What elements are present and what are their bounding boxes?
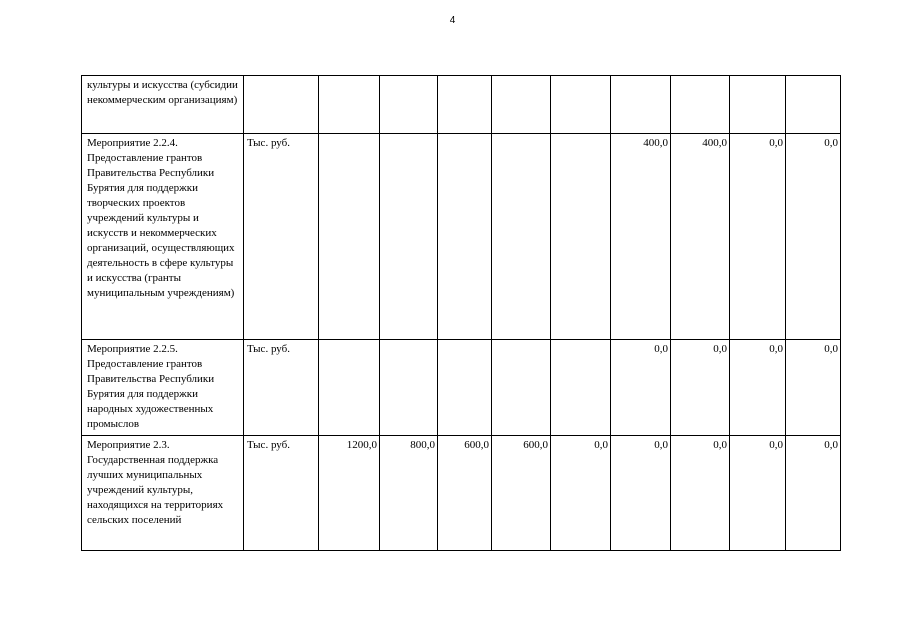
activity-name-cell: Мероприятие 2.2.4. Предоставление грантов Правительства Республики Бурятия для поддержки творческих проектов учреждений культуры и искусств и некоммерческих организаций, осуществляющих деятельность в сфере культуры и искусства (гранты муниципальным учреждениям) [82, 134, 244, 340]
value-cell: 0,0 [551, 436, 611, 551]
activity-name-cell: Мероприятие 2.3. Государственная поддержка лучших муниципальных учреждений культуры, находящихся на территориях сельских поселений [82, 436, 244, 551]
value-cell [380, 134, 438, 340]
value-cell: 600,0 [492, 436, 551, 551]
unit-cell: Тыс. руб. [244, 134, 319, 340]
unit-cell: Тыс. руб. [244, 340, 319, 436]
value-cell [551, 134, 611, 340]
value-cell [492, 134, 551, 340]
table-row [82, 76, 841, 134]
page-number: 4 [449, 15, 456, 26]
value-cell [551, 76, 611, 134]
value-cell [380, 76, 438, 134]
value-cell [438, 340, 492, 436]
value-cell [319, 340, 380, 436]
value-cell [671, 76, 730, 134]
value-cell: 400,0 [671, 134, 730, 340]
value-cell [319, 76, 380, 134]
value-cell: 0,0 [611, 340, 671, 436]
value-cell: 0,0 [671, 436, 730, 551]
table-row [82, 134, 841, 340]
value-cell: 0,0 [730, 436, 786, 551]
unit-cell [244, 76, 319, 134]
value-cell: 0,0 [671, 340, 730, 436]
value-cell [551, 340, 611, 436]
value-cell [438, 134, 492, 340]
value-cell [730, 76, 786, 134]
value-cell: 0,0 [786, 436, 841, 551]
value-cell: 0,0 [611, 436, 671, 551]
table-row [82, 340, 841, 436]
value-cell [492, 76, 551, 134]
activity-name-cell: культуры и искусства (субсидии некоммерческим организациям) [82, 76, 244, 134]
value-cell [438, 76, 492, 134]
activity-name-cell: Мероприятие 2.2.5. Предоставление грантов Правительства Республики Бурятия для поддержки народных художественных промыслов [82, 340, 244, 436]
value-cell: 600,0 [438, 436, 492, 551]
value-cell: 1200,0 [319, 436, 380, 551]
budget-table [81, 75, 841, 551]
value-cell: 0,0 [730, 134, 786, 340]
unit-cell: Тыс. руб. [244, 436, 319, 551]
value-cell [319, 134, 380, 340]
value-cell: 400,0 [611, 134, 671, 340]
value-cell: 0,0 [786, 134, 841, 340]
value-cell [380, 340, 438, 436]
value-cell: 0,0 [730, 340, 786, 436]
value-cell [786, 76, 841, 134]
value-cell: 0,0 [786, 340, 841, 436]
value-cell: 800,0 [380, 436, 438, 551]
value-cell [611, 76, 671, 134]
table-row [82, 436, 841, 551]
value-cell [492, 340, 551, 436]
